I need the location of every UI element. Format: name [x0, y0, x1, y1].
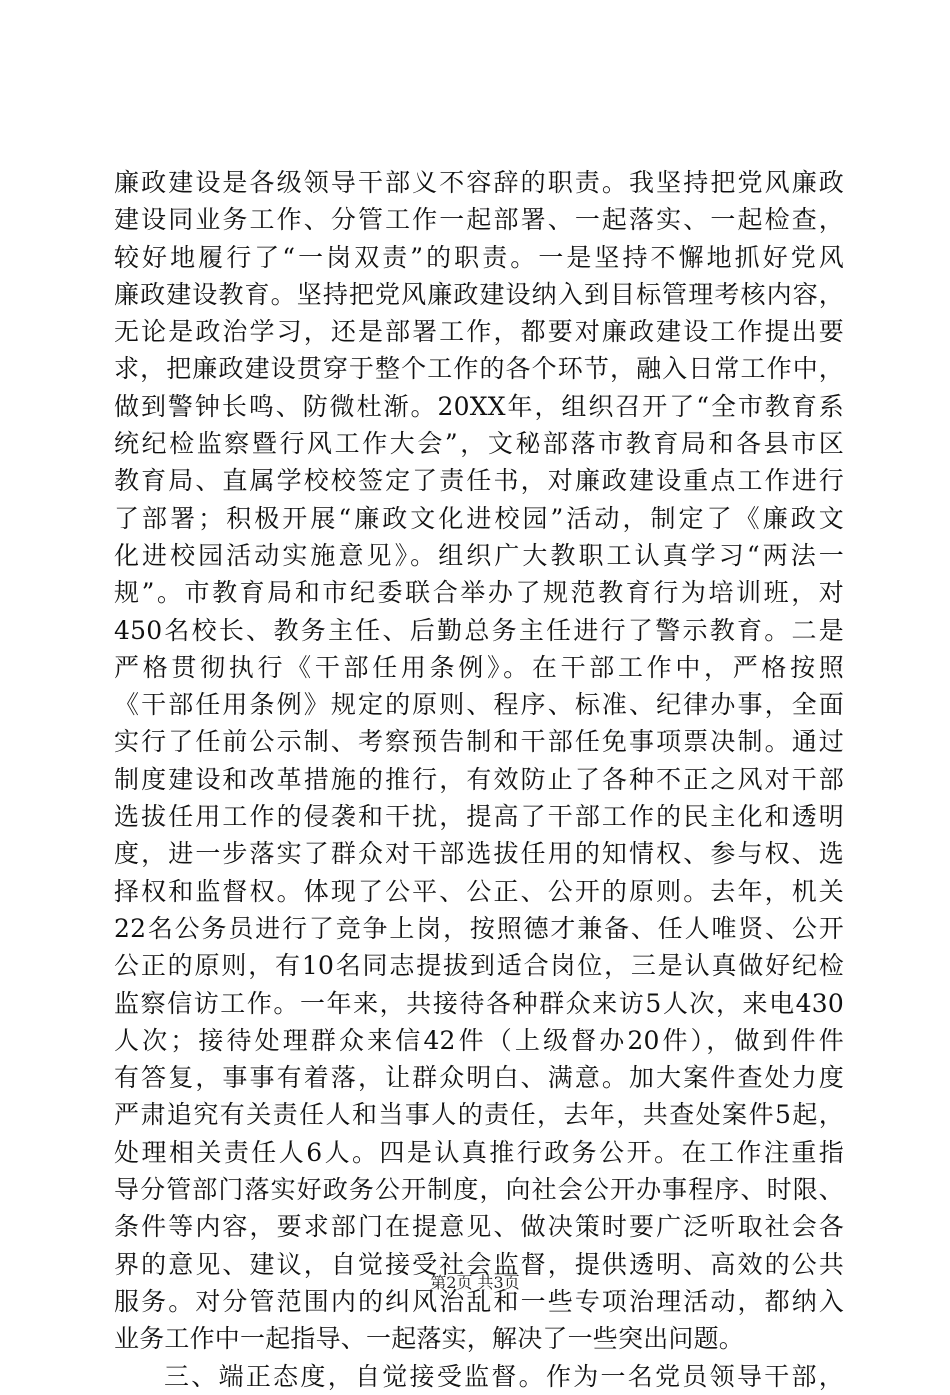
text-line: 界的意见、建议，自觉接受社会监督，提供透明、高效的公共: [114, 1249, 844, 1279]
text-line: 严格贯彻执行《干部任用条例》。在干部工作中，严格按照: [114, 652, 844, 682]
text-line: 业务工作中一起指导、一起落实，解决了一些突出问题。: [114, 1324, 745, 1354]
text-line: 服务。对分管范围内的纠风治乱和一些专项治理活动，都纳入: [114, 1286, 844, 1316]
text-line: 导分管部门落实好政务公开制度，向社会公开办事程序、时限、: [114, 1175, 844, 1205]
text-line: 求，把廉政建设贯穿于整个工作的各个环节，融入日常工作中，: [114, 354, 844, 384]
text-line: 条件等内容，要求部门在提意见、做决策时要广泛听取社会各: [114, 1212, 844, 1242]
section-three-heading-line: 三、端正态度，自觉接受监督。作为一名党员领导干部，: [164, 1361, 844, 1391]
text-line: 建设同业务工作、分管工作一起部署、一起落实、一起检查，: [114, 205, 844, 235]
text-line: 教育局、直属学校校签定了责任书，对廉政建设重点工作进行: [114, 466, 844, 496]
text-line: 了部署；积极开展“廉政文化进校园”活动，制定了《廉政文: [114, 503, 844, 533]
text-line: 无论是政治学习，还是部署工作，都要对廉政建设工作提出要: [114, 317, 844, 347]
text-line: 严肃追究有关责任人和当事人的责任，去年，共查处案件5起，: [114, 1100, 844, 1130]
text-line: 公正的原则，有10名同志提拔到适合岗位，三是认真做好纪检: [114, 951, 844, 981]
text-line: 人次；接待处理群众来信42件（上级督办20件），做到件件: [114, 1025, 844, 1055]
page-footer: [0, 1272, 950, 1294]
page-number-label: 第2页 共3页: [430, 1273, 520, 1292]
text-line: 统纪检监察暨行风工作大会”，文秘部落市教育局和各县市区: [114, 429, 844, 459]
text-line: 制度建设和改革措施的推行，有效防止了各种不正之风对干部: [114, 764, 844, 794]
text-line: 度，进一步落实了群众对干部选拔任用的知情权、参与权、选: [114, 839, 844, 869]
text-line: 实行了任前公示制、考察预告制和干部任免事项票决制。通过: [114, 727, 844, 757]
text-line: 规”。市教育局和市纪委联合举办了规范教育行为培训班，对: [114, 578, 844, 608]
body-text: [114, 164, 844, 1395]
text-line: 450名校长、教务主任、后勤总务主任进行了警示教育。二是: [114, 615, 844, 645]
text-line: 廉政建设是各级领导干部义不容辞的职责。我坚持把党风廉政: [114, 168, 844, 197]
text-line: 22名公务员进行了竞争上岗，按照德才兼备、任人唯贤、公开: [114, 913, 844, 943]
text-line: 较好地履行了“一岗双责”的职责。一是坚持不懈地抓好党风: [114, 242, 844, 272]
text-line: 做到警钟长鸣、防微杜渐。20XX年，组织召开了“全市教育系: [114, 391, 844, 421]
text-line: 有答复，事事有着落，让群众明白、满意。加大案件查处力度: [114, 1063, 844, 1093]
text-line: 处理相关责任人6人。四是认真推行政务公开。在工作注重指: [114, 1137, 844, 1167]
text-line: 《干部任用条例》规定的原则、程序、标准、纪律办事，全面: [114, 690, 844, 720]
text-line: 化进校园活动实施意见》。组织广大教职工认真学习“两法一: [114, 540, 844, 570]
text-line: 择权和监督权。体现了公平、公正、公开的原则。去年，机关: [114, 876, 844, 906]
text-line: 监察信访工作。一年来，共接待各种群众来访5人次，来电430: [114, 988, 844, 1018]
text-line: 选拔任用工作的侵袭和干扰，提高了干部工作的民主化和透明: [114, 802, 844, 832]
text-line: 廉政建设教育。坚持把党风廉政建设纳入到目标管理考核内容，: [114, 279, 844, 309]
